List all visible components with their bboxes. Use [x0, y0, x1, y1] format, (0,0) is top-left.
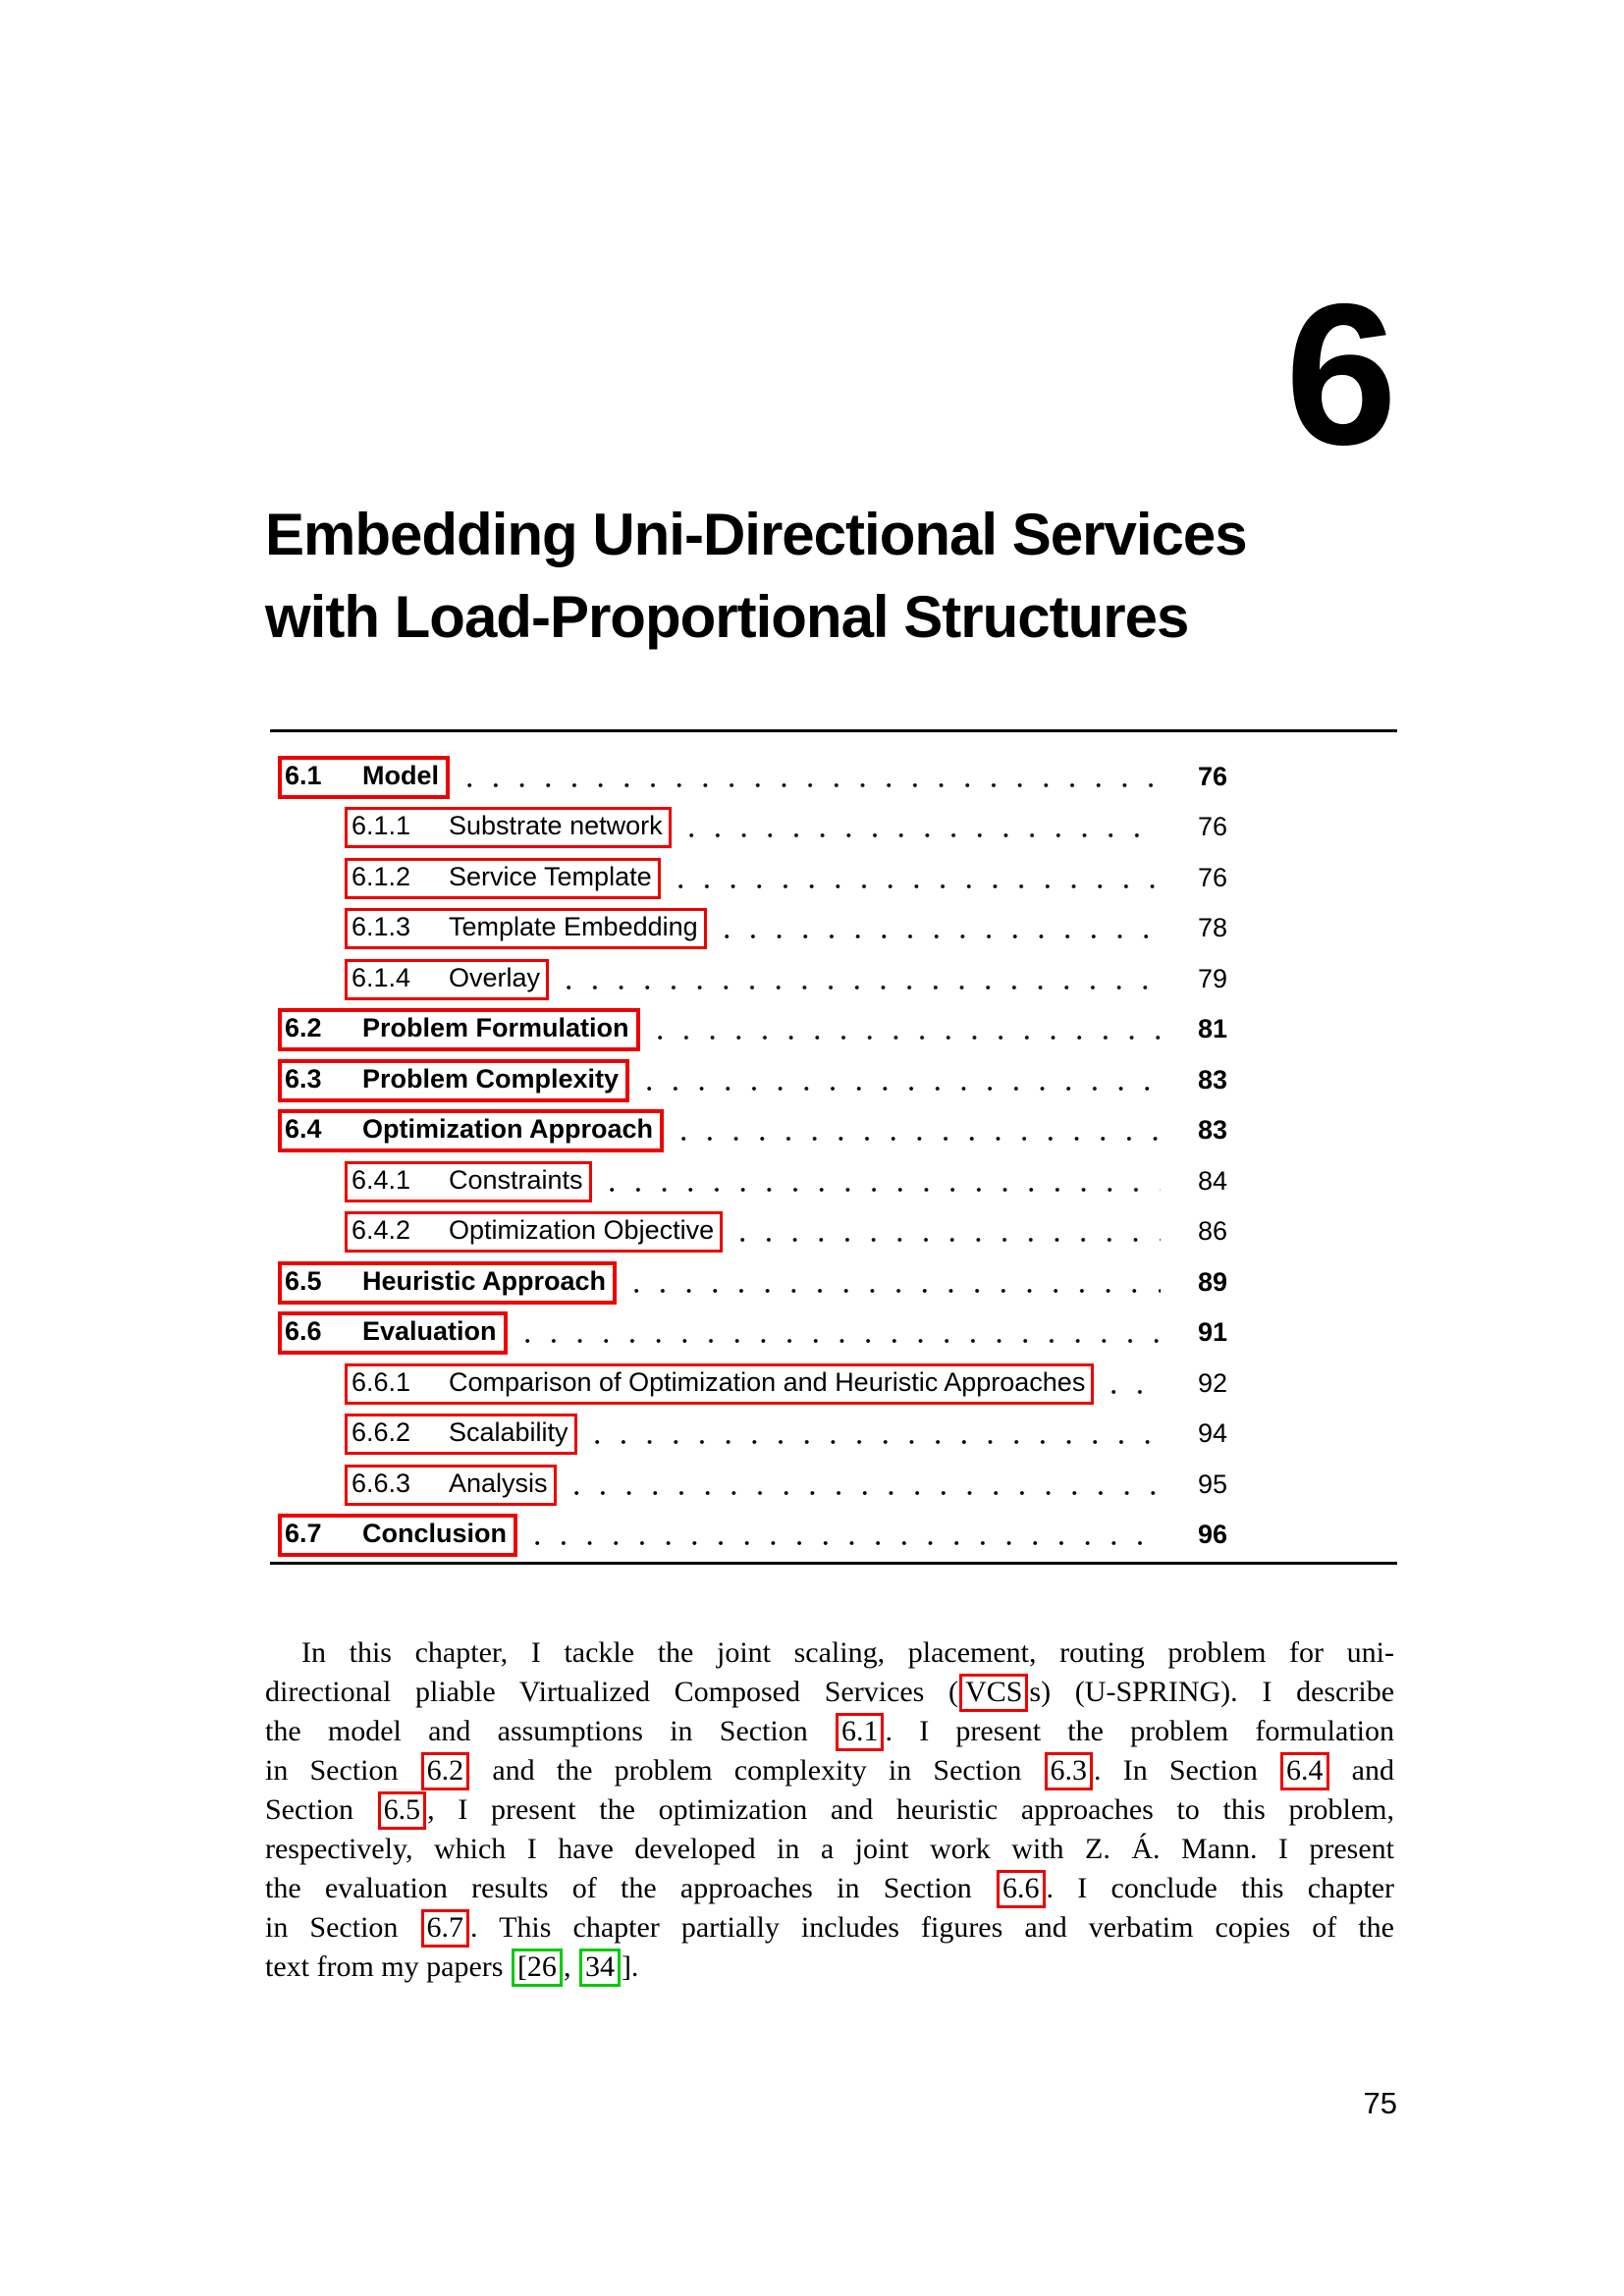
paragraph-line: respectively, which I have developed in a joint work with Z. Á. Mann. I present [265, 1833, 1394, 1865]
toc-row [278, 1511, 1227, 1562]
toc-top-rule [270, 729, 1397, 732]
toc-entry-number: 6.7 [285, 1519, 322, 1549]
toc-row [278, 1156, 1227, 1207]
paragraph-line: the model and assumptions in Section 6.1 . I present the problem formulation [265, 1712, 1394, 1751]
toc-dot-leader [740, 1237, 1161, 1243]
toc-page-number: 96 [1197, 1520, 1227, 1550]
toc-dot-leader [725, 934, 1161, 939]
paragraph-line: the evaluation results of the approaches in Section 6.6 . I conclude this chapter [265, 1869, 1394, 1908]
page-number: 75 [1363, 2086, 1397, 2120]
section-ref-link[interactable]: 6.4 [1280, 1752, 1329, 1790]
section-ref-link[interactable]: 6.3 [1045, 1752, 1094, 1790]
toc-row [278, 954, 1227, 1005]
toc-row [278, 1257, 1227, 1308]
toc-row [278, 1359, 1227, 1410]
paragraph-line: directional pliable Virtualized Composed Services ( VCS s) (U-SPRING). I describe [265, 1673, 1394, 1712]
toc-dot-leader [647, 1086, 1161, 1092]
toc-link-6.7[interactable] [278, 1514, 517, 1557]
toc-page-number: 76 [1197, 812, 1227, 842]
toc-page-number: 81 [1197, 1014, 1227, 1044]
toc-link-6.4[interactable] [278, 1109, 664, 1152]
toc-link-6.4.1[interactable] [345, 1161, 592, 1202]
toc-entry-title: Evaluation [362, 1316, 497, 1347]
section-ref-link[interactable]: 6.1 [836, 1713, 885, 1751]
toc-row [278, 1410, 1227, 1461]
toc-row [278, 752, 1227, 803]
toc-page-number: 78 [1197, 913, 1227, 943]
section-ref-link[interactable]: VCS [959, 1674, 1028, 1712]
toc-entry-title: Comparison of Optimization and Heuristic Approaches [449, 1366, 1086, 1397]
toc-link-6.1.3[interactable] [345, 908, 707, 949]
toc-dot-leader [678, 883, 1161, 889]
toc-entry-title: Problem Complexity [362, 1063, 620, 1094]
paragraph-line: Section 6.5 , I present the optimization and heuristic approaches to this problem, [265, 1790, 1394, 1830]
toc-dot-leader [525, 1338, 1161, 1344]
toc-page-number: 79 [1197, 963, 1227, 993]
toc-row [278, 1005, 1227, 1056]
chapter-number: 6 [1284, 262, 1397, 487]
toc-dot-leader [610, 1187, 1161, 1193]
toc-link-6.6[interactable] [278, 1311, 508, 1355]
toc-dot-leader [689, 832, 1161, 838]
toc-link-6.1[interactable] [278, 756, 450, 799]
toc-link-6.5[interactable] [278, 1261, 617, 1305]
toc-entry-title: Conclusion [362, 1519, 507, 1549]
toc-entry-title: Heuristic Approach [362, 1265, 607, 1296]
section-ref-link[interactable]: 6.2 [421, 1752, 470, 1790]
toc-dot-leader [467, 782, 1161, 788]
toc-row [278, 853, 1227, 904]
chapter-title-line-1: Embedding Uni-Directional Services [265, 502, 1247, 567]
intro-paragraph [265, 1633, 1394, 1987]
toc-page-number: 83 [1197, 1064, 1227, 1095]
section-ref-link[interactable]: 6.5 [378, 1791, 427, 1830]
toc-link-6.6.2[interactable] [345, 1414, 577, 1455]
toc-entry-number: 6.3 [285, 1063, 322, 1094]
toc-dot-leader [1111, 1389, 1161, 1395]
toc-entry-title: Problem Formulation [362, 1013, 629, 1043]
toc-entry-number: 6.6.3 [352, 1468, 411, 1498]
citation-link[interactable]: 34 [579, 1949, 621, 1987]
toc-entry-number: 6.1.1 [352, 811, 411, 841]
toc-entry-title: Substrate network [449, 811, 663, 841]
toc-link-6.1.4[interactable] [345, 959, 549, 1000]
toc-row [278, 1207, 1227, 1258]
toc-entry-number: 6.5 [285, 1265, 322, 1296]
toc-entry-title: Model [362, 760, 439, 790]
toc-entry-number: 6.1 [285, 760, 322, 790]
toc-page-number: 92 [1197, 1367, 1227, 1398]
toc-page-number: 95 [1197, 1468, 1227, 1499]
toc-entry-title: Scalability [449, 1417, 568, 1448]
toc-entry-number: 6.6.1 [352, 1366, 411, 1397]
toc-row [278, 1460, 1227, 1511]
mini-toc [278, 752, 1227, 1561]
toc-entry-number: 6.1.4 [352, 962, 411, 992]
toc-link-6.1.2[interactable] [345, 858, 661, 899]
toc-row [278, 904, 1227, 955]
toc-link-6.6.1[interactable] [345, 1363, 1094, 1405]
toc-link-6.1.1[interactable] [345, 807, 672, 848]
chapter-title-line-2: with Load-Proportional Structures [265, 584, 1189, 650]
toc-row [278, 803, 1227, 854]
toc-entry-title: Template Embedding [449, 912, 698, 942]
toc-page-number: 76 [1197, 862, 1227, 892]
toc-entry-number: 6.1.2 [352, 861, 411, 891]
paragraph-line: text from my papers [26 , 34 ]. [265, 1948, 1394, 1987]
toc-entry-title: Overlay [449, 962, 541, 992]
toc-entry-title: Optimization Objective [449, 1215, 715, 1246]
toc-link-6.2[interactable] [278, 1008, 640, 1051]
paragraph-line: in Section 6.2 and the problem complexity in Section 6.3 . In Section 6.4 and [265, 1751, 1394, 1790]
paragraph-line: In this chapter, I tackle the joint scaling, placement, routing problem for uni- [301, 1636, 1394, 1669]
toc-entry-title: Analysis [449, 1468, 548, 1498]
toc-page-number: 86 [1197, 1216, 1227, 1247]
toc-entry-number: 6.4 [285, 1114, 322, 1145]
section-ref-link[interactable]: 6.7 [421, 1909, 470, 1948]
toc-dot-leader [658, 1035, 1161, 1041]
toc-dot-leader [634, 1288, 1161, 1294]
toc-dot-leader [574, 1490, 1161, 1496]
toc-page-number: 76 [1197, 761, 1227, 791]
toc-link-6.4.2[interactable] [345, 1211, 723, 1253]
toc-entry-number: 6.4.2 [352, 1215, 411, 1246]
citation-link[interactable]: [26 [512, 1949, 563, 1987]
toc-page-number: 91 [1197, 1317, 1227, 1348]
toc-entry-title: Service Template [449, 861, 652, 891]
toc-page-number: 94 [1197, 1418, 1227, 1449]
toc-link-6.3[interactable] [278, 1059, 629, 1102]
toc-row [278, 1308, 1227, 1360]
toc-entry-title: Constraints [449, 1164, 583, 1195]
toc-page-number: 83 [1197, 1115, 1227, 1146]
toc-page-number: 89 [1197, 1266, 1227, 1297]
toc-row [278, 1106, 1227, 1157]
toc-entry-number: 6.4.1 [352, 1164, 411, 1195]
toc-dot-leader [567, 985, 1161, 990]
toc-entry-number: 6.6 [285, 1316, 322, 1347]
toc-dot-leader [595, 1439, 1161, 1445]
toc-dot-leader [535, 1540, 1161, 1546]
paragraph-line: in Section 6.7 . This chapter partially includes figures and verbatim copies of the [265, 1908, 1394, 1948]
toc-page-number: 84 [1197, 1165, 1227, 1196]
toc-dot-leader [681, 1136, 1161, 1142]
toc-entry-number: 6.1.3 [352, 912, 411, 942]
section-ref-link[interactable]: 6.6 [997, 1870, 1046, 1908]
toc-entry-number: 6.2 [285, 1013, 322, 1043]
chapter-title [265, 494, 1247, 659]
toc-link-6.6.3[interactable] [345, 1465, 557, 1506]
toc-bottom-rule [270, 1562, 1397, 1565]
toc-entry-number: 6.6.2 [352, 1417, 411, 1448]
toc-row [278, 1055, 1227, 1106]
toc-entry-title: Optimization Approach [362, 1114, 653, 1145]
